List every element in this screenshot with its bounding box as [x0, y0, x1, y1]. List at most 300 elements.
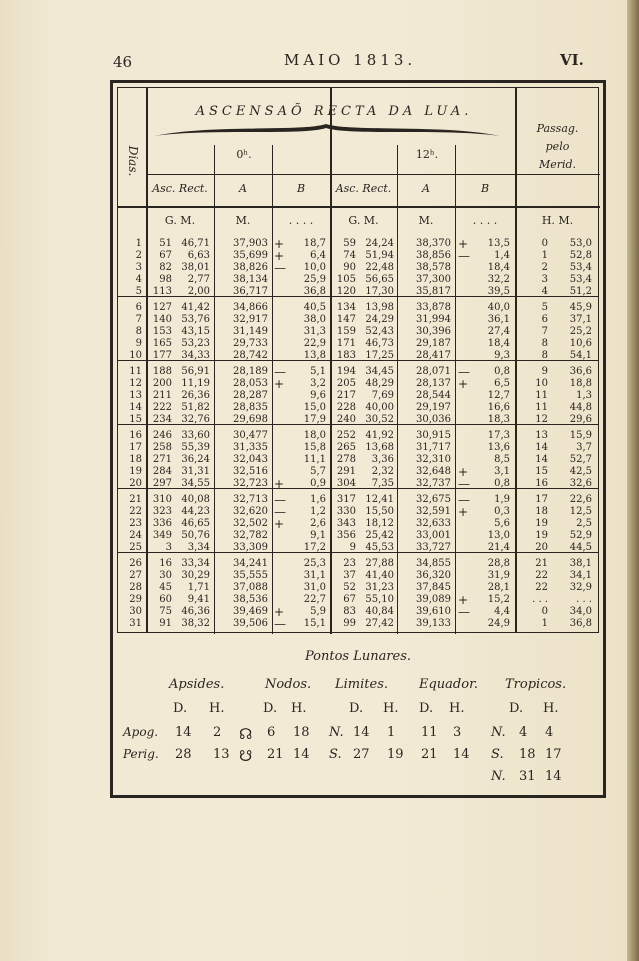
asc-minutes-0h-column [174, 238, 210, 298]
passage-hour-cell: 5 [541, 302, 548, 313]
b-value-12h-cell: 0,3 [494, 506, 510, 517]
passage-hour-cell: 19 [535, 518, 548, 529]
b-sign-12h-cell: — [458, 493, 470, 507]
asc-minutes-0h-cell: 53,23 [181, 338, 210, 349]
asc-degrees-12h-cell: 194 [336, 366, 356, 377]
a-value-12h-cell: 30,396 [416, 326, 451, 337]
day-cell: 26 [129, 558, 142, 569]
passage-minute-cell: 22,6 [569, 494, 592, 505]
b-value-0h-cell: 9,1 [310, 530, 326, 541]
a-value-12h-cell: 29,197 [416, 402, 451, 413]
asc-minutes-12h-cell: 27,88 [365, 558, 394, 569]
b-sign-0h-cell: + [274, 605, 285, 619]
asc-minutes-12h-cell: 13,98 [365, 302, 394, 313]
b-value-12h-cell: 0,8 [494, 478, 510, 489]
asc-degrees-0h-cell: 297 [152, 478, 172, 489]
b-value-12h-cell: 13,5 [487, 238, 510, 249]
b-value-0h-cell: 13,8 [303, 350, 326, 361]
b-value-12h-cell: 15,2 [487, 594, 510, 605]
unit-m-2: M. [418, 214, 434, 227]
b-value-0h-cell: 5,7 [310, 466, 326, 477]
b-value-12h-column [470, 558, 510, 630]
asc-minutes-12h-cell: 41,40 [365, 570, 394, 581]
b-sign-12h-cell: — [458, 249, 470, 263]
asc-minutes-0h-cell: 46,65 [181, 518, 210, 529]
day-cell: 24 [129, 530, 142, 541]
a-value-12h-cell: 33,727 [416, 542, 451, 553]
passage-minute-column [552, 558, 592, 630]
passage-hour-column [518, 494, 548, 554]
passage-hour-cell: 22 [535, 570, 548, 581]
a-value-12h-cell: 38,856 [416, 250, 451, 261]
passage-minute-column [552, 238, 592, 298]
asc-minutes-12h-cell: 45,53 [365, 542, 394, 553]
day-cell: 6 [135, 302, 142, 313]
passage-hour-cell: 9 [541, 366, 548, 377]
page-binding-edge [627, 0, 639, 961]
asc-minutes-0h-cell: 46,36 [181, 606, 210, 617]
b-value-0h-cell: 22,7 [303, 594, 326, 605]
a-header-1: A [239, 182, 247, 195]
passage-minute-cell: 2,5 [576, 518, 592, 529]
passage-minute-cell: 52,8 [569, 250, 592, 261]
a-value-12h-column [399, 366, 451, 426]
a-value-12h-cell: 39,089 [416, 594, 451, 605]
a-value-0h-cell: 38,134 [233, 274, 268, 285]
asc-minutes-0h-cell: 2,00 [187, 286, 210, 297]
b-value-12h-cell: 31,9 [487, 570, 510, 581]
a-value-0h-cell: 28,742 [233, 350, 268, 361]
b-sign-12h-cell: + [458, 377, 469, 391]
passage-hour-cell: 11 [535, 390, 548, 401]
lunar-row-label: Perig. [123, 747, 159, 761]
passage-hour-column [518, 238, 548, 298]
b-value-12h-cell: 13,0 [487, 530, 510, 541]
asc-degrees-0h-cell: 16 [159, 558, 172, 569]
b-value-0h-cell: 15,1 [303, 618, 326, 629]
asc-minutes-12h-cell: 22,48 [365, 262, 394, 273]
day-cell: 21 [129, 494, 142, 505]
passage-hour-cell: 2 [541, 262, 548, 273]
asc-degrees-0h-cell: 188 [152, 366, 172, 377]
day-cell: 9 [135, 338, 142, 349]
hour-12-header: 12ʰ. [415, 148, 439, 161]
b-value-0h-cell: 15,8 [303, 442, 326, 453]
passage-hour-column [518, 558, 548, 630]
b-value-12h-cell: 5,6 [494, 518, 510, 529]
lunar-dh-label: H. [291, 701, 307, 716]
b-value-0h-cell: 5,9 [310, 606, 326, 617]
passage-minute-cell: 52,9 [569, 530, 592, 541]
a-value-0h-cell: 28,835 [233, 402, 268, 413]
asc-degrees-0h-cell: 165 [152, 338, 172, 349]
passage-minute-cell: 53,4 [569, 262, 592, 273]
lunar-column-header: Tropicos. [505, 677, 567, 692]
a-value-0h-cell: 31,335 [233, 442, 268, 453]
b-value-0h-column [286, 430, 326, 490]
day-column [120, 558, 142, 630]
day-cell: 13 [129, 390, 142, 401]
asc-minutes-12h-column [358, 302, 394, 362]
unit-hm: H. M. [541, 214, 574, 227]
asc-minutes-12h-cell: 30,52 [365, 414, 394, 425]
passage-hour-cell: . . . [532, 594, 548, 605]
a-value-0h-cell: 34,241 [233, 558, 268, 569]
lunar-cell: 19 [387, 747, 404, 762]
lunar-cell: ☊ [239, 725, 253, 743]
running-header [0, 50, 639, 74]
lunar-cell: 14 [545, 769, 562, 784]
asc-degrees-12h-cell: 74 [343, 250, 356, 261]
asc-minutes-12h-column [358, 494, 394, 554]
lunar-dh-label: D. [419, 701, 434, 716]
passage-hour-column [518, 366, 548, 426]
b-value-0h-cell: 31,3 [303, 326, 326, 337]
asc-degrees-0h-cell: 336 [152, 518, 172, 529]
day-cell: 12 [129, 378, 142, 389]
b-value-12h-cell: 1,9 [494, 494, 510, 505]
asc-minutes-12h-cell: 55,10 [365, 594, 394, 605]
passage-minute-cell: 51,2 [569, 286, 592, 297]
hour-0-header: 0ʰ. [236, 148, 252, 161]
b-value-12h-cell: 24,9 [487, 618, 510, 629]
asc-minutes-0h-cell: 34,55 [181, 478, 210, 489]
b-value-0h-cell: 17,2 [303, 542, 326, 553]
a-value-12h-cell: 33,878 [416, 302, 451, 313]
asc-degrees-12h-cell: 105 [336, 274, 356, 285]
day-cell: 31 [129, 618, 142, 629]
b-value-0h-cell: 10,0 [303, 262, 326, 273]
passage-hour-cell: 0 [541, 606, 548, 617]
b-sign-12h-cell: + [458, 505, 469, 519]
asc-degrees-12h-cell: 278 [336, 454, 356, 465]
asc-minutes-12h-cell: 17,25 [365, 350, 394, 361]
asc-minutes-12h-cell: 17,30 [365, 286, 394, 297]
day-cell: 1 [135, 238, 142, 249]
b-value-12h-cell: 39,5 [487, 286, 510, 297]
b-value-12h-cell: 28,1 [487, 582, 510, 593]
asc-degrees-12h-column [332, 494, 356, 554]
b-sign-0h-cell: — [274, 493, 286, 507]
asc-minutes-12h-cell: 24,24 [365, 238, 394, 249]
unit-gm-2: G. M. [348, 214, 379, 227]
a-value-0h-cell: 28,053 [233, 378, 268, 389]
b-sign-12h-cell: — [458, 365, 470, 379]
a-value-0h-cell: 28,287 [233, 390, 268, 401]
asc-minutes-12h-column [358, 238, 394, 298]
b-sign-0h-cell: + [274, 237, 285, 251]
day-cell: 16 [129, 430, 142, 441]
day-cell: 20 [129, 478, 142, 489]
asc-degrees-0h-column [148, 366, 172, 426]
passage-hour-cell: 16 [535, 478, 548, 489]
b-value-12h-cell: 0,8 [494, 366, 510, 377]
lunar-cell: 14 [353, 725, 370, 740]
b-sign-12h-cell: + [458, 237, 469, 251]
asc-degrees-0h-cell: 60 [159, 594, 172, 605]
asc-minutes-12h-column [358, 430, 394, 490]
b-value-0h-cell: 25,3 [303, 558, 326, 569]
a-value-12h-cell: 31,717 [416, 442, 451, 453]
asc-degrees-12h-cell: 317 [336, 494, 356, 505]
asc-minutes-0h-cell: 53,76 [181, 314, 210, 325]
day-cell: 7 [135, 314, 142, 325]
passage-minute-cell: . . . [576, 594, 592, 605]
a-value-0h-cell: 32,516 [233, 466, 268, 477]
a-value-0h-column [216, 494, 268, 554]
b-value-12h-cell: 6,5 [494, 378, 510, 389]
lunar-cell: 31 [519, 769, 536, 784]
a-value-0h-cell: 38,826 [233, 262, 268, 273]
asc-degrees-0h-cell: 67 [159, 250, 172, 261]
a-value-0h-cell: 30,477 [233, 430, 268, 441]
unit-gm-1: G. M. [164, 214, 196, 227]
day-column [120, 494, 142, 554]
passage-minute-cell: 1,3 [576, 390, 592, 401]
asc-degrees-12h-column [332, 302, 356, 362]
b-value-0h-cell: 22,9 [303, 338, 326, 349]
b-value-0h-cell: 9,6 [310, 390, 326, 401]
asc-minutes-0h-cell: 56,91 [181, 366, 210, 377]
b-value-12h-cell: 17,3 [487, 430, 510, 441]
a-value-12h-cell: 32,737 [416, 478, 451, 489]
asc-degrees-12h-cell: 304 [336, 478, 356, 489]
day-cell: 14 [129, 402, 142, 413]
passage-minute-cell: 10,6 [569, 338, 592, 349]
a-value-0h-cell: 31,149 [233, 326, 268, 337]
lunar-cell: S. [329, 747, 342, 762]
lunar-dh-label: D. [349, 701, 364, 716]
asc-minutes-12h-cell: 3,36 [371, 454, 394, 465]
passage-minute-cell: 25,2 [569, 326, 592, 337]
lunar-column-header: Equador. [419, 677, 479, 692]
passage-minute-column [552, 494, 592, 554]
lunar-cell: N. [491, 725, 506, 740]
b-value-12h-cell: 40,0 [487, 302, 510, 313]
asc-degrees-12h-cell: 9 [349, 542, 356, 553]
asc-degrees-12h-cell: 252 [336, 430, 356, 441]
asc-minutes-12h-cell: 56,65 [365, 274, 394, 285]
dias-label: Dias. [126, 145, 140, 177]
asc-minutes-0h-column [174, 430, 210, 490]
asc-degrees-12h-column [332, 238, 356, 298]
b-header-1: B [296, 182, 306, 195]
passage-hour-cell: 0 [541, 238, 548, 249]
a-value-12h-cell: 39,610 [416, 606, 451, 617]
asc-degrees-0h-cell: 200 [152, 378, 172, 389]
asc-degrees-0h-cell: 222 [152, 402, 172, 413]
passage-hour-column [518, 430, 548, 490]
a-value-12h-column [399, 430, 451, 490]
a-value-0h-cell: 39,469 [233, 606, 268, 617]
lunar-column-header: Nodos. [265, 677, 312, 692]
b-value-0h-cell: 25,9 [303, 274, 326, 285]
asc-minutes-12h-column [358, 366, 394, 426]
asc-minutes-12h-column [358, 558, 394, 630]
a-value-0h-cell: 39,506 [233, 618, 268, 629]
asc-degrees-0h-cell: 113 [152, 286, 172, 297]
a-value-12h-column [399, 238, 451, 298]
b-value-12h-column [470, 494, 510, 554]
lunar-cell: 28 [175, 747, 192, 762]
passage-minute-cell: 53,4 [569, 274, 592, 285]
b-value-0h-cell: 5,1 [310, 366, 326, 377]
passage-hour-cell: 21 [535, 558, 548, 569]
lunar-cell: 13 [213, 747, 230, 762]
lunar-column-header: Limites. [335, 677, 388, 692]
a-value-12h-cell: 30,915 [416, 430, 451, 441]
a-value-0h-cell: 36,717 [233, 286, 268, 297]
asc-degrees-0h-cell: 349 [152, 530, 172, 541]
b-value-12h-cell: 9,3 [494, 350, 510, 361]
day-column [120, 238, 142, 298]
asc-degrees-0h-column [148, 238, 172, 298]
passage-minute-cell: 3,7 [576, 442, 592, 453]
lunar-cell: ☋ [239, 747, 253, 765]
b-value-12h-cell: 18,4 [487, 338, 510, 349]
asc-minutes-12h-cell: 52,43 [365, 326, 394, 337]
a-value-0h-cell: 35,555 [233, 570, 268, 581]
asc-minutes-12h-cell: 15,50 [365, 506, 394, 517]
passage-minute-cell: 32,9 [569, 582, 592, 593]
passage-hour-cell: 19 [535, 530, 548, 541]
lunar-cell: 4 [519, 725, 528, 740]
asc-degrees-12h-cell: 37 [343, 570, 356, 581]
asc-degrees-0h-cell: 45 [159, 582, 172, 593]
asc-minutes-0h-cell: 50,76 [181, 530, 210, 541]
day-cell: 17 [129, 442, 142, 453]
day-cell: 23 [129, 518, 142, 529]
passage-minute-cell: 42,5 [569, 466, 592, 477]
asc-minutes-12h-cell: 34,45 [365, 366, 394, 377]
table-frame [110, 80, 606, 798]
b-value-0h-cell: 3,2 [310, 378, 326, 389]
asc-degrees-0h-cell: 246 [152, 430, 172, 441]
passage-minute-cell: 37,1 [569, 314, 592, 325]
asc-degrees-0h-column [148, 558, 172, 630]
b-value-0h-cell: 18,7 [303, 238, 326, 249]
b-value-0h-cell: 18,0 [303, 430, 326, 441]
lunar-dh-label: H. [543, 701, 559, 716]
b-sign-12h-cell: + [458, 593, 469, 607]
a-value-12h-column [399, 302, 451, 362]
passag-label-1: Passag. [536, 122, 579, 135]
asc-minutes-0h-cell: 44,23 [181, 506, 210, 517]
a-value-0h-cell: 32,620 [233, 506, 268, 517]
b-value-12h-cell: 27,4 [487, 326, 510, 337]
asc-minutes-12h-cell: 48,29 [365, 378, 394, 389]
asc-degrees-0h-cell: 30 [159, 570, 172, 581]
b-value-0h-column [286, 238, 326, 298]
b-value-0h-cell: 31,0 [303, 582, 326, 593]
day-cell: 27 [129, 570, 142, 581]
a-value-0h-cell: 37,903 [233, 238, 268, 249]
asc-degrees-12h-column [332, 558, 356, 630]
day-cell: 28 [129, 582, 142, 593]
table-title: ASCENSAÕ RECTA DA LUA. [195, 104, 473, 119]
passage-minute-cell: 18,8 [569, 378, 592, 389]
day-cell: 2 [135, 250, 142, 261]
lunar-cell: 21 [421, 747, 438, 762]
asc-degrees-0h-cell: 153 [152, 326, 172, 337]
b-sign-12h-cell: + [458, 465, 469, 479]
asc-minutes-0h-cell: 31,31 [181, 466, 210, 477]
asc-minutes-0h-cell: 11,19 [181, 378, 210, 389]
passage-minute-cell: 29,6 [569, 414, 592, 425]
asc-degrees-12h-cell: 59 [343, 238, 356, 249]
lunar-cell: 2 [213, 725, 222, 740]
a-value-0h-cell: 34,866 [233, 302, 268, 313]
b-value-0h-column [286, 494, 326, 554]
asc-minutes-0h-cell: 51,82 [181, 402, 210, 413]
passage-hour-cell: 17 [535, 494, 548, 505]
lunar-cell: 17 [545, 747, 562, 762]
asc-degrees-12h-cell: 205 [336, 378, 356, 389]
passage-hour-cell: 18 [535, 506, 548, 517]
lunar-cell: 18 [519, 747, 536, 762]
asc-minutes-0h-cell: 55,39 [181, 442, 210, 453]
passag-label-3: Merid. [538, 158, 577, 171]
unit-dots-1: . . . . [288, 214, 314, 227]
asc-minutes-0h-cell: 46,71 [181, 238, 210, 249]
day-cell: 19 [129, 466, 142, 477]
passage-hour-cell: 8 [541, 338, 548, 349]
a-value-12h-cell: 38,578 [416, 262, 451, 273]
b-value-0h-cell: 6,4 [310, 250, 326, 261]
asc-minutes-12h-cell: 7,69 [371, 390, 394, 401]
lunar-row-label: Apog. [123, 725, 159, 739]
passage-hour-cell: 20 [535, 542, 548, 553]
asc-degrees-0h-cell: 82 [159, 262, 172, 273]
a-value-12h-column [399, 558, 451, 630]
lunar-dh-label: H. [449, 701, 465, 716]
asc-degrees-12h-cell: 83 [343, 606, 356, 617]
asc-degrees-0h-cell: 75 [159, 606, 172, 617]
unit-dots-2: . . . . [472, 214, 498, 227]
b-sign-12h-cell: — [458, 477, 470, 491]
a-value-12h-cell: 39,133 [416, 618, 451, 629]
asc-degrees-12h-column [332, 366, 356, 426]
asc-minutes-12h-cell: 25,42 [365, 530, 394, 541]
lunar-cell: 3 [453, 725, 462, 740]
a-value-0h-column [216, 430, 268, 490]
passage-minute-column [552, 366, 592, 426]
unit-m-1: M. [235, 214, 251, 227]
title-brace-icon [152, 122, 502, 144]
day-cell: 3 [135, 262, 142, 273]
day-column [120, 302, 142, 362]
passage-hour-cell: 6 [541, 314, 548, 325]
asc-degrees-12h-cell: 171 [336, 338, 356, 349]
passage-hour-cell: 15 [535, 466, 548, 477]
asc-degrees-12h-cell: 52 [343, 582, 356, 593]
passage-hour-cell: 7 [541, 326, 548, 337]
passage-minute-cell: 36,6 [569, 366, 592, 377]
lunar-column-header: Apsides. [169, 677, 225, 692]
b-value-12h-cell: 12,7 [487, 390, 510, 401]
b-value-12h-cell: 36,1 [487, 314, 510, 325]
a-value-0h-cell: 32,502 [233, 518, 268, 529]
b-value-12h-cell: 3,1 [494, 466, 510, 477]
passage-hour-cell: 8 [541, 350, 548, 361]
day-cell: 4 [135, 274, 142, 285]
a-value-12h-cell: 32,675 [416, 494, 451, 505]
asc-degrees-12h-column [332, 430, 356, 490]
passage-hour-cell: 14 [535, 442, 548, 453]
passage-minute-cell: 36,8 [569, 618, 592, 629]
a-value-0h-cell: 35,699 [233, 250, 268, 261]
asc-degrees-0h-cell: 211 [152, 390, 172, 401]
